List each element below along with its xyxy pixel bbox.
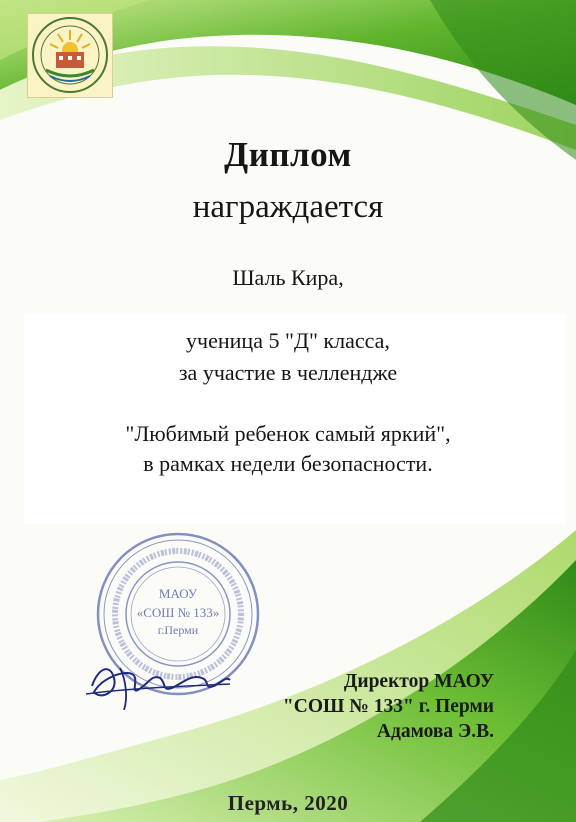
diploma-title: Диплом — [224, 135, 352, 174]
director-title-line2: "СОШ № 133" г. Перми — [282, 696, 494, 717]
school-emblem-icon — [28, 14, 112, 97]
event-context-line: в рамках недели безопасности. — [143, 451, 433, 476]
participation-line: за участие в челлендже — [178, 360, 398, 385]
signature-block — [283, 669, 494, 744]
student-class-line: ученица 5 "Д" класса, — [186, 328, 390, 353]
director-name: Адамова Э.В. — [376, 721, 494, 742]
diploma-subtitle: награждается — [192, 189, 384, 225]
official-stamp — [80, 528, 270, 728]
city-year: Пермь, 2020 — [227, 791, 349, 815]
stamp-center-line1: МАОУ — [158, 586, 198, 601]
recipient-name: Шаль Кира, — [232, 265, 344, 290]
school-logo — [27, 13, 113, 98]
challenge-name-line: "Любимый ребенок самый яркий", — [125, 421, 451, 446]
stamp-center-line3: г.Перми — [157, 623, 199, 637]
stamp-center-line2: «СОШ № 133» — [136, 605, 220, 620]
director-title-line1: Директор МАОУ — [343, 671, 494, 692]
